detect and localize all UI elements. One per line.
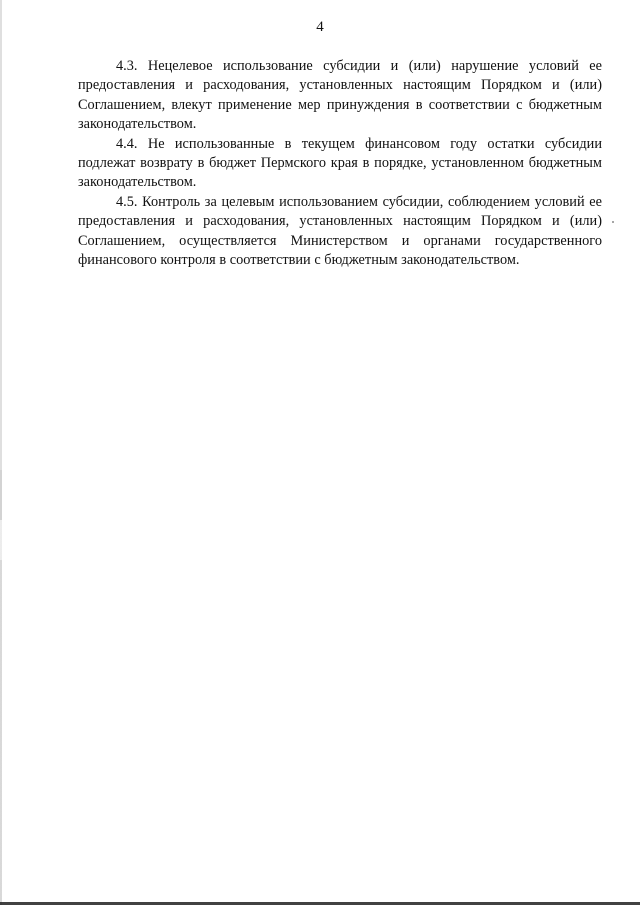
page-number: 4 — [316, 19, 324, 35]
paragraph-4-4: 4.4. Не использованные в текущем финансовом году остатки субсидии подлежат возврату в бюджет Пермского края в порядке, установленном бюджетным законодательством. — [78, 135, 602, 191]
document-body — [78, 57, 602, 270]
scan-edge-left — [0, 0, 2, 905]
paragraph-4-5: 4.5. Контроль за целевым использованием субсидии, соблюдением условий ее предоставления и расходования, установленных настоящим Порядком и (или) Соглашением, осуществляется Министерством и органами государственного финансового контроля в соответствии с бюджетным законодательством. — [78, 193, 602, 269]
scan-speck — [612, 221, 614, 223]
paragraph-4-3: 4.3. Нецелевое использование субсидии и (или) нарушение условий ее предоставления и расходования, установленных настоящим Порядком и (или) Соглашением, влекут применение мер принуждения в соответствии с бюджетным законодательством. — [78, 58, 602, 133]
